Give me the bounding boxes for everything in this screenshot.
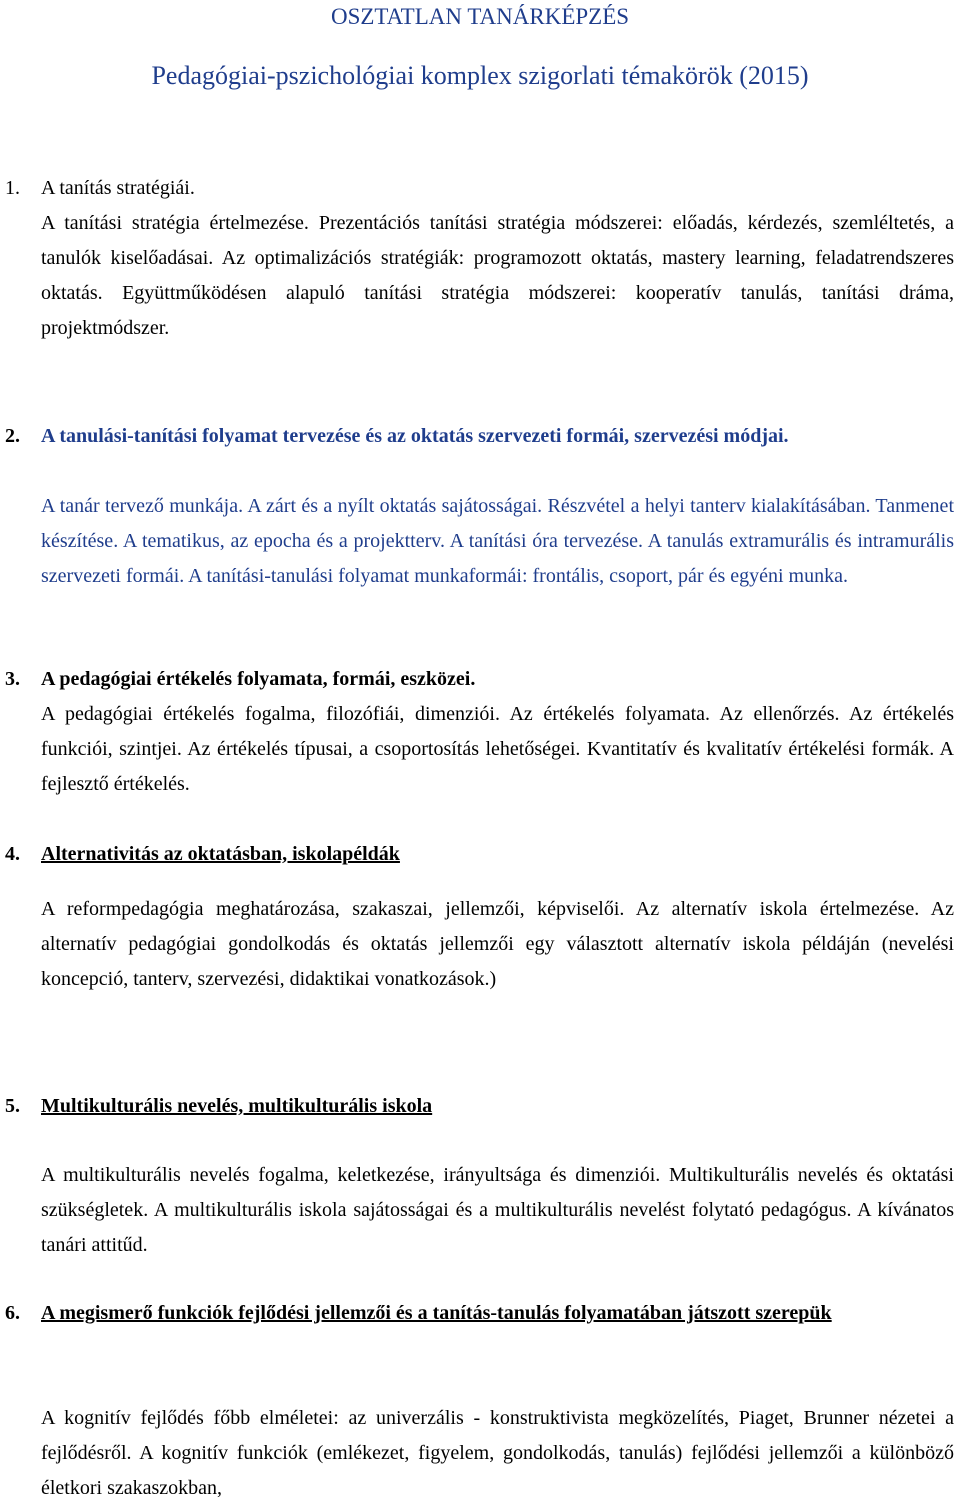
section-4-heading <box>5 837 954 872</box>
section-2-body: A tanár tervező munkája. A zárt és a nyílt oktatás sajátosságai. Részvétel a helyi tanterv kialakításában. Tanmenet készítése. A tematikus, az epocha és a projektterv. A tanítási óra tervezése. A tanulás extramurális és intramurális szervezeti formái. A tanítási-tanulási folyamat munkaformái: frontális, csoport, pár és egyéni munka. <box>41 495 954 587</box>
section-4-number: 4. <box>5 843 20 865</box>
section-2-heading <box>5 419 954 454</box>
section-5-number: 5. <box>5 1095 20 1117</box>
section-3-title: A pedagógiai értékelés folyamata, formái, eszközei. <box>41 668 476 690</box>
document-subtitle: Pedagógiai-pszichológiai komplex szigorlati témakörök (2015) <box>151 61 809 90</box>
section-6-title: A megismerő funkciók fejlődési jellemzői és a tanítás-tanulás folyamatában játszott szerepük <box>41 1302 832 1324</box>
section-2-title: A tanulási-tanítási folyamat tervezése és az oktatás szervezeti formái, szervezési módjai. <box>41 425 789 447</box>
section-1-title: A tanítás stratégiái. <box>41 177 195 199</box>
section-1-heading <box>5 171 954 206</box>
section-5-body: A multikulturális nevelés fogalma, keletkezése, irányultsága és dimenziói. Multikulturális nevelés és oktatási szükségletek. A multikulturális iskola sajátosságai és a multikulturális nevelést folytató pedagógus. A kívánatos tanári attitűd. <box>41 1164 954 1256</box>
section-1-number: 1. <box>5 177 20 199</box>
section-4-body: A reformpedagógia meghatározása, szakaszai, jellemzői, képviselői. Az alternatív iskola értelmezése. Az alternatív pedagógiai gondolkodás és oktatás jellemzői egy választott alternatív iskola példáján (nevelési koncepció, tanterv, szervezési, didaktikai vonatkozások.) <box>41 898 954 990</box>
section-5-title: Multikulturális nevelés, multikulturális iskola <box>41 1095 433 1117</box>
section-1-body: A tanítási stratégia értelmezése. Prezentációs tanítási stratégia módszerei: előadás, kérdezés, szemléltetés, a tanulók kiselőadásai. Az optimalizációs stratégiák: programozott oktatás, mastery learning, feladatrendszeres oktatás. Együttműködésen alapuló tanítási stratégia módszerei: kooperatív tanulás, tanítási dráma, projektmódszer. <box>41 212 954 339</box>
section-5-heading <box>5 1089 954 1124</box>
section-3-number: 3. <box>5 668 20 690</box>
section-2-number: 2. <box>5 425 20 447</box>
section-4-title: Alternativitás az oktatásban, iskolapéldák <box>41 843 400 865</box>
section-3-body: A pedagógiai értékelés fogalma, filozófiái, dimenziói. Az értékelés folyamata. Az ellenőrzés. Az értékelés funkciói, szintjei. Az értékelés típusai, a csoportosítás lehetőségei. Kvantitatív és kvalitatív értékelési formák. A fejlesztő értékelés. <box>41 703 954 795</box>
section-3-heading <box>5 662 954 697</box>
section-6-body: A kognitív fejlődés főbb elméletei: az univerzális - konstruktivista megközelítés, Piaget, Brunner nézetei a fejlődésről. A kognitív funkciók (emlékezet, figyelem, gondolkodás, tanulás) fejlődési jellemzői a különböző életkori szakaszokban, <box>41 1407 954 1499</box>
document-title: OSZTATLAN TANÁRKÉPZÉS <box>330 4 630 29</box>
section-6-number: 6. <box>5 1302 20 1324</box>
section-6-heading <box>5 1296 954 1331</box>
